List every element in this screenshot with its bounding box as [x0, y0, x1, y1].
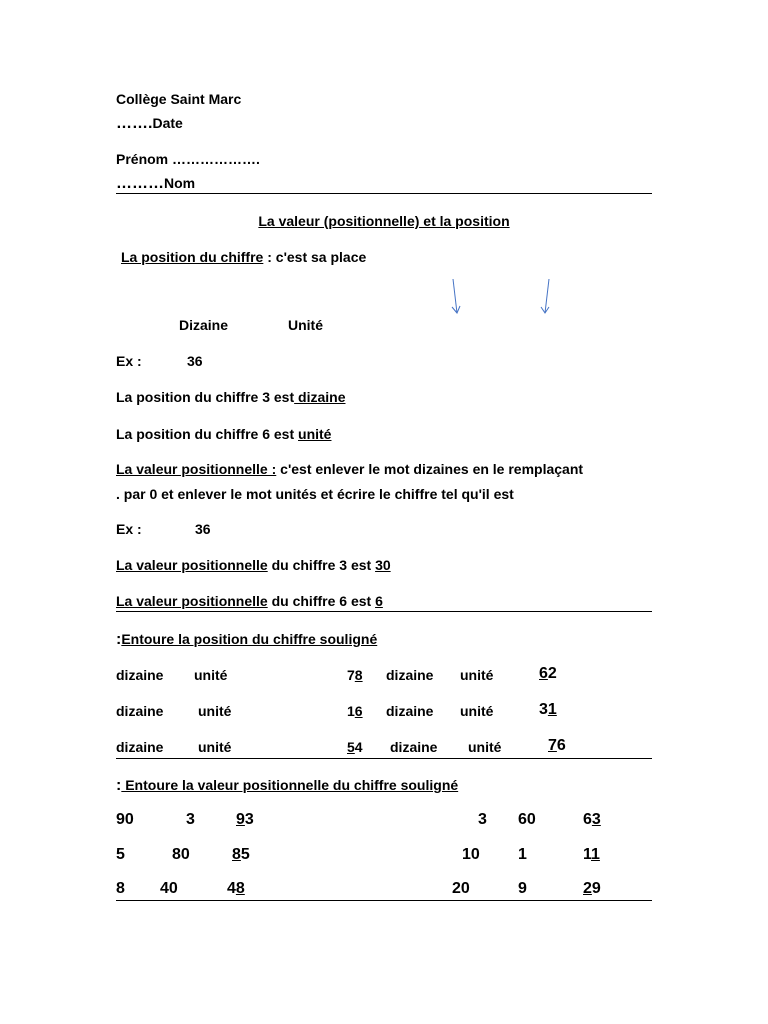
choice-value-2[interactable]: 9: [518, 880, 527, 897]
date-label: Date: [152, 115, 183, 131]
value-line-text: du chiffre 6 est: [267, 593, 376, 609]
value-definition: [116, 460, 583, 478]
choice-value-1[interactable]: 8: [116, 880, 125, 897]
digit: 6: [556, 737, 566, 754]
value-line-text: du chiffre 3 est: [267, 557, 376, 573]
nom-label: Nom: [164, 175, 196, 191]
divider: [116, 758, 652, 759]
exercise1-text: Entoure la position du chiffre souligné: [121, 631, 378, 647]
exercise1-number: [539, 665, 557, 683]
choice-value-2[interactable]: 3: [186, 811, 195, 828]
page-title: La valeur (positionnelle) et la position: [258, 213, 510, 229]
choice-tens[interactable]: dizaine: [390, 739, 438, 755]
tens-label: Dizaine: [179, 317, 229, 333]
exercise1-number: [548, 737, 566, 755]
exercise2-number: [583, 846, 600, 864]
choice-value-2[interactable]: 60: [518, 811, 536, 828]
digit: 4: [227, 880, 236, 897]
digit: 3: [539, 701, 548, 718]
choice-value-2[interactable]: 1: [518, 846, 527, 863]
nom-line: [116, 174, 195, 193]
choice-units[interactable]: unité: [468, 739, 502, 755]
position-line-text: La position du chiffre 3 est: [116, 389, 295, 405]
choice-units[interactable]: unité: [198, 739, 232, 755]
value-line-answer: 30: [375, 557, 391, 573]
choice-tens[interactable]: dizaine: [386, 667, 434, 683]
divider: [116, 900, 652, 901]
nom-dots: ………: [116, 175, 164, 192]
example2-label: Ex :: [116, 521, 142, 537]
digit: 4: [354, 739, 363, 755]
underlined-digit: 8: [235, 880, 245, 897]
example2-number: 36: [195, 521, 211, 537]
choice-units[interactable]: unité: [198, 703, 232, 719]
value-def-text: c'est enlever le mot dizaines en le remplaçant: [276, 461, 584, 477]
value-line-answer: 6: [375, 593, 383, 609]
digit: 3: [244, 811, 254, 828]
value-definition-line2: . par 0 et enlever le mot unités et écrire le chiffre tel qu'il est: [116, 486, 514, 502]
position-line-answer: dizaine: [294, 389, 346, 405]
exercise2-number: [236, 811, 254, 829]
exercise1-number: [347, 666, 363, 684]
choice-tens[interactable]: dizaine: [116, 739, 164, 755]
exercise1-number: [539, 701, 557, 719]
choice-value-1[interactable]: 3: [478, 811, 487, 828]
exercise2-number: [583, 880, 601, 898]
underlined-digit: 3: [591, 811, 601, 828]
digit: 1: [583, 846, 592, 863]
exercise2-instruction: [116, 776, 458, 795]
choice-tens[interactable]: dizaine: [116, 667, 164, 683]
exercise2-number: [232, 846, 250, 864]
choice-value-1[interactable]: 5: [116, 846, 125, 863]
divider: [116, 611, 652, 612]
digit: 5: [240, 846, 250, 863]
choice-tens[interactable]: dizaine: [116, 703, 164, 719]
digit: 2: [547, 665, 557, 682]
exercise1-instruction: [116, 630, 377, 649]
date-line: [116, 114, 183, 133]
digit: 6: [583, 811, 592, 828]
choice-units[interactable]: unité: [194, 667, 228, 683]
exercise2-prefix: :: [116, 777, 122, 794]
position-line-text: La position du chiffre 6 est: [116, 426, 299, 442]
choice-value-1[interactable]: 10: [462, 846, 480, 863]
prenom-line: Prénom ……………….: [116, 151, 260, 167]
value-line-6: [116, 592, 383, 610]
divider: [116, 193, 652, 194]
example1-number: 36: [187, 353, 203, 369]
digit: 9: [591, 880, 601, 897]
arrows-diagram: [440, 276, 560, 320]
position-line-answer: unité: [298, 426, 332, 442]
position-line-3: [116, 388, 346, 406]
choice-units[interactable]: unité: [460, 667, 494, 683]
underlined-digit: 1: [591, 846, 600, 863]
underlined-digit: 9: [236, 811, 245, 828]
underlined-digit: 8: [232, 846, 241, 863]
exercise2-number: [227, 880, 245, 898]
underlined-digit: 6: [354, 703, 363, 719]
choice-value-1[interactable]: 20: [452, 880, 470, 897]
school-name: Collège Saint Marc: [116, 91, 242, 107]
value-line-3: [116, 556, 391, 574]
underlined-digit: 2: [583, 880, 592, 897]
date-dots: …….: [116, 115, 153, 132]
position-line-6: [116, 425, 331, 443]
underlined-digit: 6: [539, 665, 548, 682]
exercise1-number: [347, 702, 363, 720]
choice-units[interactable]: unité: [460, 703, 494, 719]
position-term: La position du chiffre: [121, 249, 264, 265]
underlined-digit: 7: [548, 737, 557, 754]
example1-label: Ex :: [116, 353, 142, 369]
exercise2-number: [583, 811, 601, 829]
underlined-digit: 1: [547, 701, 557, 718]
digit: 7: [347, 667, 355, 683]
choice-value-2[interactable]: 40: [160, 880, 178, 897]
underlined-digit: 8: [354, 667, 363, 683]
exercise1-prefix: :: [116, 631, 122, 648]
choice-tens[interactable]: dizaine: [386, 703, 434, 719]
units-label: Unité: [288, 317, 323, 333]
underlined-digit: 5: [347, 739, 355, 755]
choice-value-2[interactable]: 80: [172, 846, 190, 863]
value-line-term: La valeur positionnelle: [116, 593, 268, 609]
choice-value-1[interactable]: 90: [116, 811, 134, 828]
value-line-term: La valeur positionnelle: [116, 557, 268, 573]
digit: 1: [347, 703, 355, 719]
exercise1-number: [347, 738, 363, 756]
exercise2-text: Entoure la valeur positionnelle du chiffre souligné: [121, 777, 459, 793]
position-def-text: : c'est sa place: [263, 249, 367, 265]
position-definition: [121, 248, 366, 266]
value-term: La valeur positionnelle :: [116, 461, 277, 477]
arrow-left-icon: [453, 279, 457, 313]
